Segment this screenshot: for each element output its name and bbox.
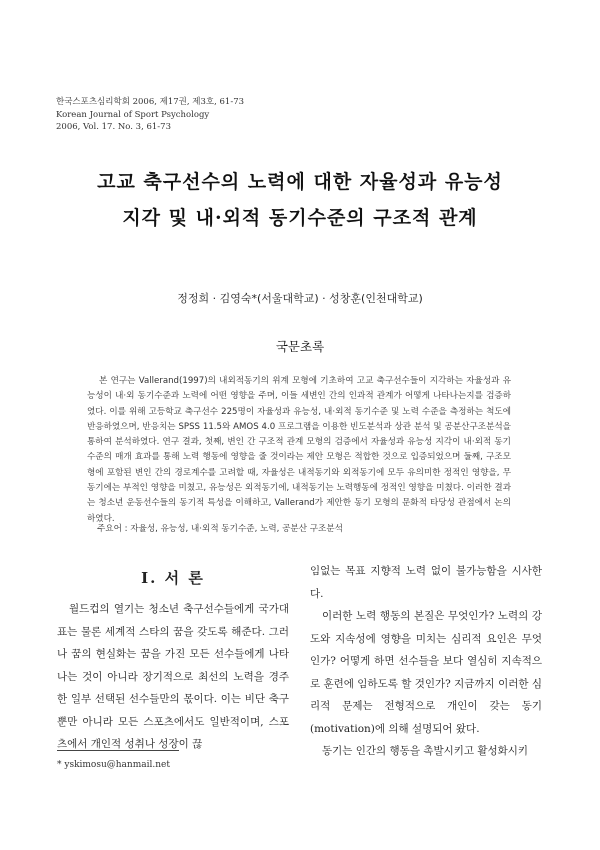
keywords: 주요어 : 자율성, 유능성, 내·외적 동기수준, 노력, 공분산 구조분석 — [97, 524, 343, 534]
section-heading: I. 서 론 — [141, 569, 205, 587]
abstract-text: 본 연구는 Vallerand(1997)의 내외적동기의 위계 모형에 기초하여 고교 축구선수들이 지각하는 자율성과 유능성이 내·외 동기수준과 노력에 어떤 영향을 주며, 이들 세변인 간의 인과적 관계가 어떻게 나타나는지를 검증하였다. 이를 위해 고등학교 축구선수 225명이 자율성과 유능성, 내·외적 동기수준 및 노력 수준을 측정하는 척도에 반응하였으며, 반응치는 SPSS 11.5와 AMOS 4.0 프로그램을 이용한 빈도분석과 상관 분석 및 공분산구조분석을 통하여 분석하였다. 연구 결과, 첫째, 변인 간 구조적 관계 모형의 검증에서 자율성과 유능성 지각이 내·외적 동기수준의 매개 효과를 통해 노력 행동에 영향을 줄 것이라는 제안 모형은 적합한 것으로 입증되었으며 둘째, 구조모형에 포함된 변인 간의 경로계수를 고려할 때, 자율성은 내적동기와 외적동기에 모두 유의미한 정적인 영향을, 무동기에는 부적인 영향을 미쳤고, 유능성은 외적동기에, 내적동기는 노력행동에 정적인 영향을 미쳤다. 이러한 결과는 청소년 운동선수들의 동기적 특성을 이해하고, Vallerand가 제안한 동기 모형의 문화적 타당성 관점에서 논의하였다. — [87, 376, 511, 524]
citation-journal: Korean Journal of Sport Psychology — [56, 109, 210, 120]
citation-korean: 한국스포츠심리학회 2006, 제17권, 제3호, 61-73 — [56, 97, 245, 107]
body-paragraph: 동기는 인간의 행동을 촉발시키고 활성화시키 — [322, 745, 529, 757]
citation-volume: 2006, Vol. 17. No. 3, 61-73 — [56, 122, 171, 132]
body-paragraph: 월드컵의 열기는 청소년 축구선수들에게 국가대표는 물론 세계적 스타의 꿈을 갖도록 해준다. 그러나 꿈의 현실화는 꿈을 가진 모든 선수들에게 나타나는 것이 아니라 장기적으로 최선의 노력을 경주한 일부 선택된 선수들만의 몫이다. 이는 비단 축구뿐만 아니라 모든 스포츠에서도 일반적이며, 스포츠에서 개인적 성취나 성장이 끊 — [57, 603, 289, 750]
footnote-divider — [57, 750, 179, 751]
body-column-left — [57, 560, 289, 756]
paper-title-line-2: 지각 및 내·외적 동기수준의 구조적 관계 — [122, 207, 478, 229]
citation-block — [56, 96, 244, 134]
body-column-right — [310, 560, 542, 763]
paper-title-line-1: 고교 축구선수의 노력에 대한 자율성과 유능성 — [97, 171, 503, 193]
authors: 정정희 · 김영숙*(서울대학교) · 성창훈(인천대학교) — [177, 292, 423, 305]
body-paragraph: 이러한 노력 행동의 본질은 무엇인가? 노력의 강도와 지속성에 영향을 미치는 심리적 요인은 무엇인가? 어떻게 하면 선수들을 보다 열심히 지속적으로 훈련에 임하도록 할 것인가? 지금까지 이러한 심리적 문제는 전형적으로 개인이 갖는 동기(motivation)에 의해 설명되어 왔다. — [310, 610, 542, 735]
footnote-email: * yskimosu@hanmail.net — [57, 760, 170, 770]
abstract-heading: 국문초록 — [275, 339, 325, 354]
body-paragraph: 임없는 목표 지향적 노력 없이 불가능함을 시사한다. — [310, 565, 542, 600]
